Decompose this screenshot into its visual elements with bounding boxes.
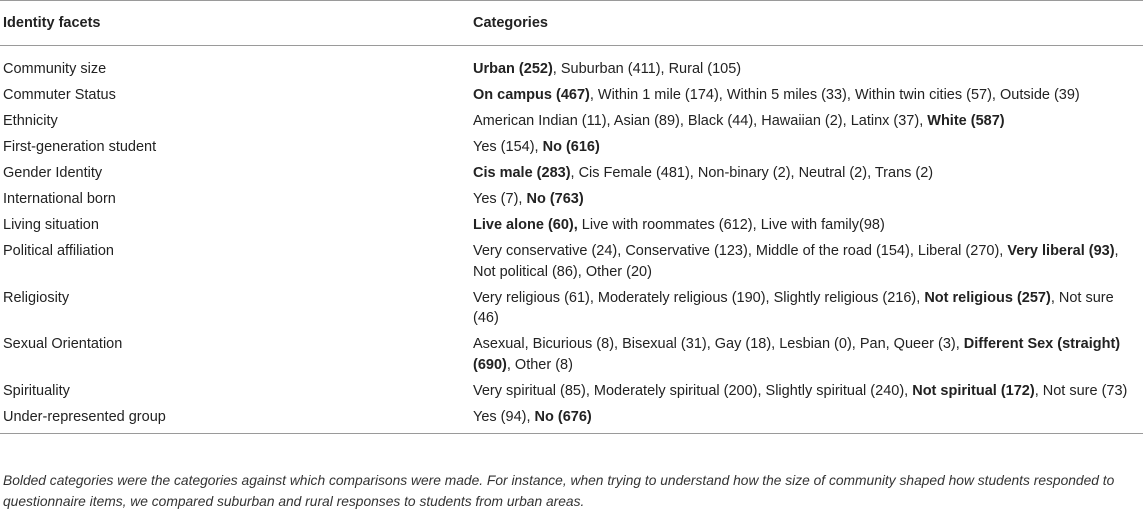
table-row <box>0 238 1143 285</box>
categories-cell <box>470 134 1143 160</box>
categories-cell <box>470 82 1143 108</box>
table-row <box>0 82 1143 108</box>
category-text: , Cis Female (481), Non-binary (2), Neutral (2), Trans (2) <box>570 165 934 181</box>
table-row <box>0 186 1143 212</box>
table-row <box>0 404 1143 434</box>
category-text: Yes (94), <box>473 408 535 425</box>
facet-cell: Community size <box>3 61 107 77</box>
categories-cell <box>470 212 1143 238</box>
facet-cell: Living situation <box>3 217 99 233</box>
category-text: , Not political (86), Other (20) <box>473 243 1119 280</box>
comparison-category: Not religious (257) <box>924 289 1051 306</box>
facet-cell: International born <box>3 191 116 207</box>
table-footnote: Bolded categories were the categories against which comparisons were made. For instance, when trying to understand how the size of community shaped how students responded to questionnaire items, we compared suburban and rural responses to students from urban areas. <box>3 473 1115 509</box>
facet-cell: Sexual Orientation <box>3 336 123 352</box>
categories-cell <box>470 160 1143 186</box>
comparison-category: No (763) <box>526 191 584 207</box>
category-text: Asexual, Bicurious (8), Bisexual (31), Gay (18), Lesbian (0), Pan, Queer (3), <box>473 336 964 352</box>
table-row <box>0 108 1143 134</box>
header-row <box>0 1 1143 46</box>
comparison-category: On campus (467) <box>473 87 590 103</box>
comparison-category: No (616) <box>542 139 600 155</box>
facet-cell: Ethnicity <box>3 113 58 129</box>
categories-cell <box>470 404 1143 434</box>
categories-cell <box>470 56 1143 82</box>
table-body <box>0 46 1143 434</box>
category-text: , Within 1 mile (174), Within 5 miles (33), Within twin cities (57), Outside (39) <box>589 87 1080 103</box>
category-text: Yes (7), <box>473 191 527 207</box>
comparison-category: Live alone (60), <box>473 217 578 233</box>
table-row <box>0 378 1143 404</box>
table-row <box>0 134 1143 160</box>
table-row <box>0 56 1143 82</box>
header-identity-facets: Identity facets <box>0 1 470 46</box>
comparison-category: Urban (252) <box>473 61 553 77</box>
category-text: Very conservative (24), Conservative (123), Middle of the road (154), Liberal (270), <box>473 243 1008 259</box>
comparison-category: Not spiritual (172) <box>912 382 1035 399</box>
categories-cell <box>470 238 1143 285</box>
facet-cell: Religiosity <box>3 289 70 306</box>
comparison-category: No (676) <box>534 408 592 425</box>
facet-cell: Gender Identity <box>3 165 103 181</box>
category-text: Live with roommates (612), Live with family(98) <box>577 217 885 233</box>
category-text: American Indian (11), Asian (89), Black (44), Hawaiian (2), Latinx (37), <box>473 113 928 129</box>
category-text: Very religious (61), Moderately religious (190), Slightly religious (216), <box>473 289 925 306</box>
categories-cell <box>470 285 1143 332</box>
facet-cell: Political affiliation <box>3 243 114 259</box>
table-row <box>0 212 1143 238</box>
comparison-category: Very liberal (93) <box>1007 243 1115 259</box>
categories-cell <box>470 108 1143 134</box>
category-text: , Not sure (73) <box>1034 382 1128 399</box>
category-text: , Suburban (411), Rural (105) <box>552 61 742 77</box>
comparison-category: White (587) <box>927 113 1005 129</box>
categories-cell <box>470 331 1143 378</box>
categories-cell <box>470 378 1143 404</box>
table-row <box>0 285 1143 332</box>
comparison-category: Cis male (283) <box>473 165 571 181</box>
table-row <box>0 160 1143 186</box>
facet-cell: Spirituality <box>3 382 70 399</box>
table-row <box>0 331 1143 378</box>
facet-cell: First-generation student <box>3 139 157 155</box>
header-categories: Categories <box>470 1 1143 46</box>
facet-cell: Under-represented group <box>0 404 470 434</box>
category-text: , Not sure (46) <box>473 289 1114 326</box>
facet-cell: Commuter Status <box>3 87 116 103</box>
category-text: , Other (8) <box>506 356 573 373</box>
category-text: Yes (154), <box>473 139 543 155</box>
categories-cell <box>470 186 1143 212</box>
category-text: Very spiritual (85), Moderately spiritual (200), Slightly spiritual (240), <box>473 382 913 399</box>
comparison-category: Different Sex (straight) (690) <box>473 336 1121 373</box>
